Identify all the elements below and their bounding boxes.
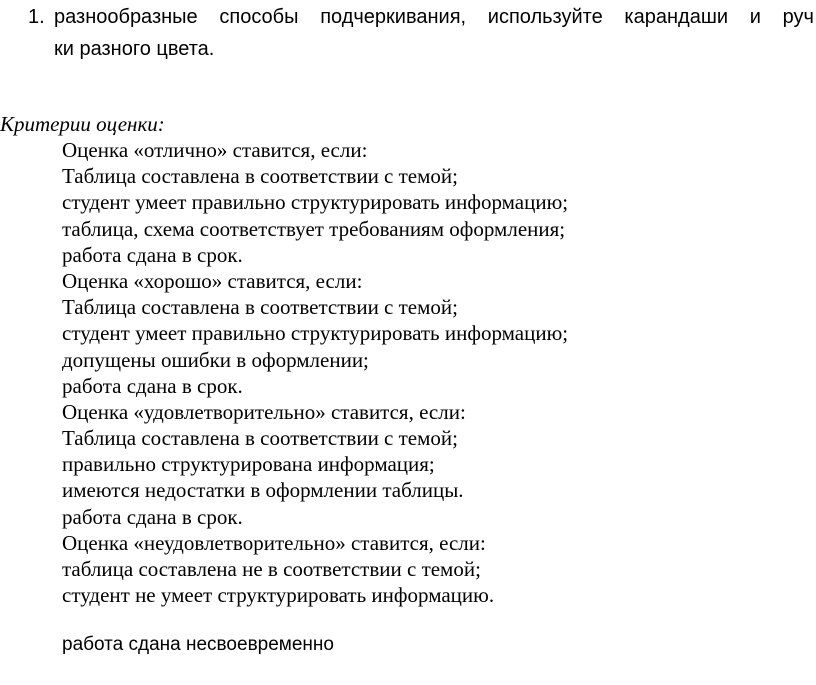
criteria-line: Таблица составлена в соответствии с темой; [62, 164, 458, 189]
criteria-line: работа сдана в срок. [62, 504, 243, 529]
criteria-line: имеются недостатки в оформлении таблицы. [62, 478, 464, 503]
criteria-line: Оценка «неудовлетворительно» ставится, если: [62, 530, 486, 555]
criteria-line: студент умеет правильно структурировать информацию; [62, 190, 569, 215]
list-word: разнообразные [54, 6, 198, 28]
criteria-line: Оценка «удовлетворительно» ставится, если: [62, 399, 466, 424]
criteria-heading: Критерии оценки: [0, 112, 165, 136]
criteria-line: таблица, схема соответствует требованиям оформления; [62, 216, 566, 241]
criteria-line: Оценка «хорошо» ставится, если: [62, 268, 363, 293]
criteria-line: Оценка «отлично» ставится, если: [62, 138, 368, 162]
list-word: подчеркивания, [320, 6, 467, 28]
list-word: руч [782, 6, 814, 28]
criteria-line: работа сдана в срок. [62, 242, 243, 267]
criteria-line: студент умеет правильно структурировать информацию; [62, 321, 569, 346]
list-word: используйте [487, 6, 603, 28]
criteria-line: Таблица составлена в соответствии с темой; [62, 295, 458, 320]
criteria-line: допущены ошибки в оформлении; [62, 347, 369, 372]
list-item-line-2: ки разного цвета. [54, 38, 215, 60]
criteria-line: работа сдана в срок. [62, 373, 243, 398]
criteria-last-line: работа сдана несвоевременно [62, 634, 334, 655]
criteria-line: таблица составлена не в соответствии с темой; [62, 557, 481, 581]
criteria-list [62, 137, 568, 608]
list-word: и [749, 6, 761, 28]
criteria-line: Таблица составлена в соответствии с темой; [62, 426, 458, 451]
list-item-line-1 [54, 4, 814, 30]
list-word: способы [219, 6, 299, 28]
criteria-line: студент не умеет структурировать информацию. [62, 583, 495, 608]
criteria-line: правильно структурирована информация; [62, 452, 435, 477]
list-number: 1. [28, 6, 45, 28]
list-word: карандаши [624, 6, 729, 28]
